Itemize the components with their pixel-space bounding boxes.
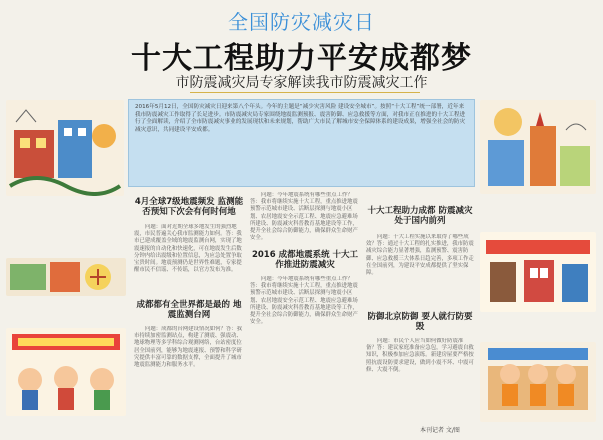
section-5-title: 防御北京防御 要人就行防要毁 bbox=[367, 312, 473, 332]
section-5-paragraph: 问题：市民个人应当如何做好防震准备？答：建议家庭准备应急包，学习避震自救知识，积极参加应急演练。新建房屋要严格按照抗震设防要求建设，做到小震不坏、中震可修、大震不倒。 bbox=[366, 338, 474, 373]
section-2-title: 成都都有全世界都是最的 地震监测台网 bbox=[136, 300, 242, 320]
section-3-body bbox=[250, 276, 360, 424]
section-2-body bbox=[134, 326, 244, 424]
section-3-paragraph: 问题：今年地震系统有哪些重点工作？答：我市将继续实施十大工程，重点推进地震预警示范城市建设、活断层探测与地震小区划、农居地震安全示范工程、地震应急避难场所建设、防震减灾科普教育基地建设等工作，提升全社会综合防御能力，确保群众生命财产安全。 bbox=[250, 276, 358, 326]
section-4-title: 十大工程助力成都 防震减灾处于国内前列 bbox=[367, 206, 473, 226]
intro-box: 2016年5月12日，全国防灾减灾日迎来第八个年头。今年的主题是“减少灾害风险 建设安全城市”。按照“十大工程”统一部署，近年来我市防震减灾工作取得了长足进步。市防震减灾局专家围绕地震监测预报、震害防御、应急救援等方面，对我市正在推进的十大工程进行了全面解读，介绍了全市防震减灾事业的发展现状和未来规划，帮助广大市民了解城市安全保障体系的建设成果，增强全社会的防灾减灾意识，共同建设平安成都。 bbox=[128, 99, 475, 187]
illustration-rescue-team bbox=[480, 342, 596, 422]
section-4-paragraph: 问题：十大工程实施以来取得了哪些成效？答：通过十大工程的扎实推进，我市防震减灾综合能力显著增强，监测预警、震害防御、应急救援三大体系日趋完善，多项工作走在全国前列，为建设平安成都提供了坚实保障。 bbox=[366, 234, 474, 277]
illustration-warning-station bbox=[480, 100, 596, 194]
subheadline: 市防震减灾局专家解读我市防震减灾工作 bbox=[175, 75, 428, 91]
section-1-paragraph: 问题：面对近期全球多地发生的强烈地震，市民普遍关心我市监测能力如何。答：我市已建成覆盖全域的地震监测台网，实现了地震速报的自动化和快速化，可在地震发生后数分钟内给出震级和位置信息，为应急处置争取宝贵时间。地震预测仍是世界性难题，专家提醒市民不信谣、不传谣，以官方发布为准。 bbox=[134, 224, 242, 274]
header-divider bbox=[190, 92, 420, 93]
column-2-top-text bbox=[250, 192, 360, 244]
section-5-body bbox=[366, 338, 474, 418]
section-2-paragraph: 问题：成都的台网建设情况如何？答：我市持续加密监测站点，构建了测震、强震动、地球物理等多学科综合观测网络，台站密度位居全国前列，能够为地震速报、预警和科学研究提供丰富可靠的数据支撑，全面提升了城市地震监测能力和服务水平。 bbox=[134, 326, 243, 369]
column-2-paragraph: 问题：今年地震系统有哪些重点工作？答：我市将继续实施十大工程，重点推进地震预警示范城市建设、活断层探测与地震小区划、农居地震安全示范工程、地震应急避难场所建设、防震减灾科普教育基地建设等工作，提升全社会综合防御能力，确保群众生命财产安全。 bbox=[250, 192, 358, 242]
illustration-monitoring bbox=[6, 100, 124, 196]
illustration-alarm bbox=[6, 258, 126, 296]
kicker-title: 全国防灾减灾日 bbox=[228, 10, 375, 34]
section-1-body bbox=[134, 224, 244, 292]
byline: 本刊记者 文/图 bbox=[420, 427, 460, 434]
section-1-title: 4月全球7级地震频发 监测能否预知下次会有何时何地 bbox=[134, 197, 244, 217]
section-4-body bbox=[366, 234, 474, 298]
headline: 十大工程助力平安成都梦 bbox=[131, 41, 472, 76]
illustration-emergency-shelter bbox=[480, 232, 596, 312]
illustration-publicity bbox=[6, 328, 126, 416]
section-3-title: 2016 成都地震系统 十大工作推进防震减灾 bbox=[251, 250, 359, 270]
